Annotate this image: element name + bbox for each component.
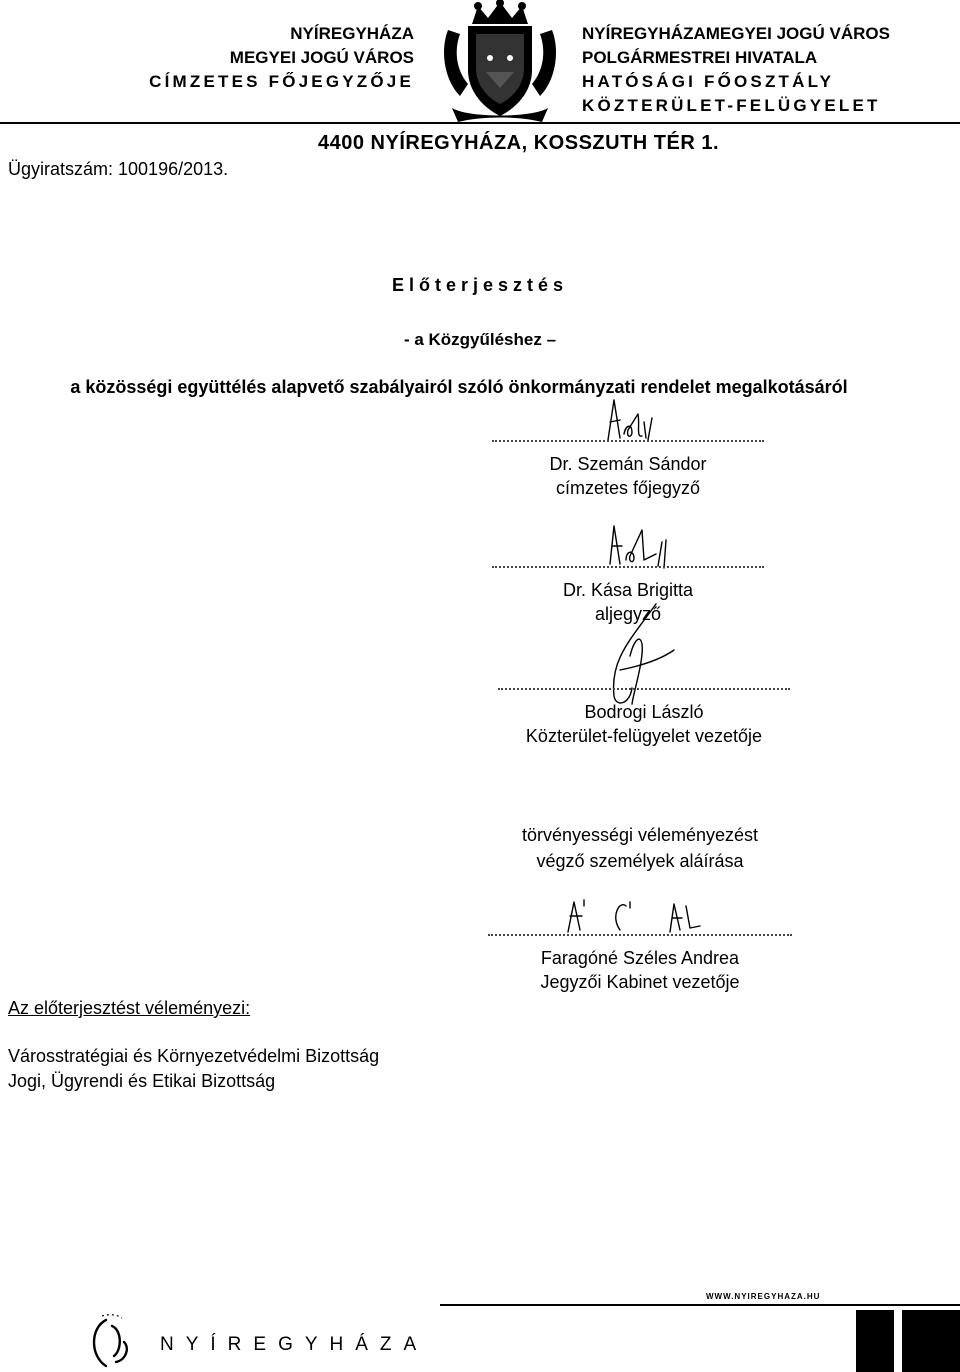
document-title: Előterjesztés <box>391 275 569 295</box>
legal-reviewer-role: Jegyzői Kabinet vezetője <box>540 972 740 992</box>
committee-list <box>8 1044 379 1094</box>
signature-1-line <box>492 440 764 442</box>
document-subtitle: - a Közgyűléshez – <box>403 330 557 349</box>
signature-1-scribble <box>580 394 670 444</box>
legal-review-block <box>488 946 792 994</box>
signatory-3-name: Bodrogi László <box>584 702 704 722</box>
header-left-line-3: CÍMZETES FŐJEGYZŐJE <box>149 72 414 91</box>
signature-2-line <box>492 566 764 568</box>
header-right-line-2: POLGÁRMESTREI HIVATALA <box>582 48 818 67</box>
legal-review-initials <box>560 896 710 936</box>
header-right-line-4: KÖZTERÜLET-FELÜGYELET <box>582 96 881 115</box>
footer-divider <box>440 1304 960 1306</box>
opinion-label: Az előterjesztést véleményezi: <box>8 998 251 1018</box>
committee-item: Városstratégiai és Környezetvédelmi Bizottság <box>8 1046 380 1066</box>
office-address: 4400 NYÍREGYHÁZA, KOSSZUTH TÉR 1. <box>318 132 720 154</box>
footer-bar-left <box>856 1310 894 1372</box>
signature-1-block <box>492 452 764 500</box>
signature-2-scribble <box>600 520 690 570</box>
signatory-3-role: Közterület-felügyelet vezetője <box>525 726 763 746</box>
header-left-line-2: MEGYEI JOGÚ VÁROS <box>229 48 414 67</box>
legal-review-caption-line-1: törvényességi véleményezést <box>521 825 759 845</box>
legal-reviewer-name: Faragóné Széles Andrea <box>540 948 740 968</box>
city-coat-of-arms <box>438 0 562 124</box>
header-right-line-1: NYÍREGYHÁZAMEGYEI JOGÚ VÁROS <box>582 24 890 43</box>
signatory-1-name: Dr. Szemán Sándor <box>549 454 707 474</box>
legal-review-line <box>488 934 792 936</box>
footer-website: WWW.NYIREGYHAZA.HU <box>706 1292 821 1301</box>
header-left-block <box>0 22 414 94</box>
legal-review-caption-line-2: végző személyek aláírása <box>536 851 744 871</box>
file-number: Ügyiratszám: 100196/2013. <box>8 159 229 179</box>
signature-3-block <box>498 700 790 748</box>
document-subject: a közösségi együttélés alapvető szabályairól szóló önkormányzati rendelet megalkotásáról <box>70 377 848 397</box>
signature-3-scribble <box>590 600 690 710</box>
committee-item: Jogi, Ügyrendi és Etikai Bizottság <box>8 1071 276 1091</box>
header-left-line-1: NYÍREGYHÁZA <box>290 24 414 43</box>
city-logo-mark <box>82 1312 142 1372</box>
signatory-2-role: aljegyző <box>594 604 662 624</box>
legal-review-caption <box>480 822 800 874</box>
signature-3-line <box>498 688 790 690</box>
header-divider <box>0 122 960 124</box>
footer-bar-right <box>902 1310 960 1372</box>
header-right-line-3: HATÓSÁGI FŐOSZTÁLY <box>582 72 835 91</box>
footer-city-name: NYÍREGYHÁZA <box>160 1334 429 1355</box>
header-right-block <box>582 22 960 118</box>
signatory-2-name: Dr. Kása Brigitta <box>562 580 694 600</box>
signatory-1-role: címzetes főjegyző <box>555 478 701 498</box>
